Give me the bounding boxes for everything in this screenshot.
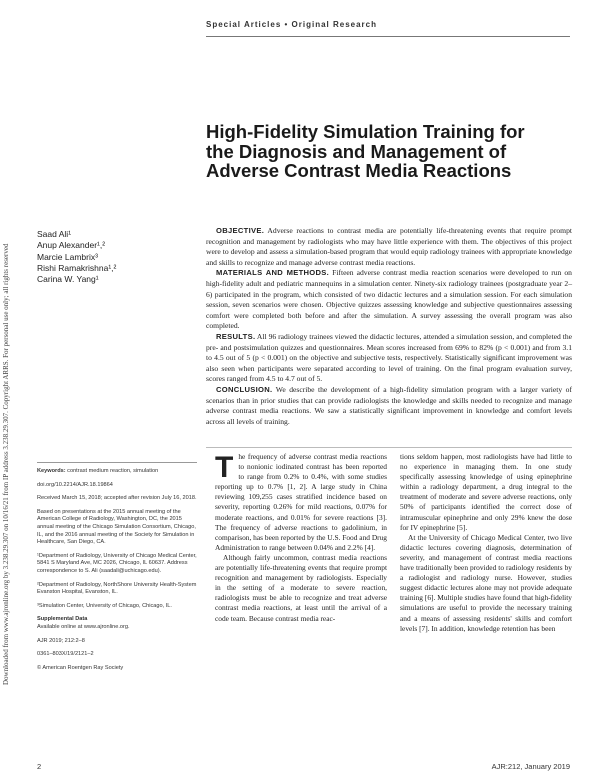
abstract-conclusion-text: We describe the development of a high-fidelity simulation program with a larger variety of scenarios than in prior studies that can provide radiologists the knowledge and skills needed to recognize and manage adverse contrast media reactions. We saw a statistically significant improvement in knowledge and comfort levels across all levels of training. xyxy=(206,384,572,426)
affiliation-2: ²Department of Radiology, NorthShore University Health-System Evanston Hospital, Evanston, IL. xyxy=(37,581,197,596)
article-notes xyxy=(37,468,197,678)
author-name: Marcie Lambrix³ xyxy=(37,251,98,262)
keywords-text: contrast medium reaction, simulation xyxy=(65,468,159,474)
presentations-note: Based on presentations at the 2015 annual meeting of the American College of Radiology, Washington, DC, the 2015 annual meeting of the Chicago Simulation Consortium, Chicago, IL, and the 2016 annual meeting of the Society for Simulation in Healthcare, San Diego, CA. xyxy=(37,508,196,546)
abstract xyxy=(206,226,572,427)
abstract-conclusion xyxy=(206,385,572,427)
abstract-divider xyxy=(206,447,572,448)
keywords xyxy=(37,468,197,476)
section-header: Special Articles • Original Research xyxy=(206,20,378,29)
citation: AJR 2019; 212:2–8 xyxy=(37,637,85,644)
author-list xyxy=(37,229,197,285)
page-number: 2 xyxy=(37,762,42,771)
download-notice-text: Downloaded from www.ajronline.org by 3.238.29.307 on 10/16/21 from IP address 3.238.29.307. Copyright ARRS. For personal use only; all rights reserved xyxy=(2,243,10,685)
author-name: Saad Ali¹ xyxy=(37,229,72,239)
copyright: © American Roentgen Ray Society xyxy=(37,664,124,671)
abstract-conclusion-label: CONCLUSION. xyxy=(216,384,273,394)
body-paragraph-text: he frequency of adverse contrast media reactions to nonionic iodinated contrast has been reported to range from 0.2% to 0.4%, with some studies reporting up to 0.7% [1, 2]. A large study in China reviewing 109,255 cases stratified incidence based on severity, reporting 0.26% for mild reactions, 0.07% for moderate reactions, and 0.01% for severe reactions [3]. The frequency of adverse reactions to gadolinium, in comparison, has been reported by the U.S. Food and Drug Administration to range between 0.04% and 2.2% [4]. xyxy=(215,452,388,552)
download-notice-sidebar xyxy=(2,125,12,685)
supplemental-text: Available online at www.ajronline.org. xyxy=(37,623,130,630)
body-paragraph: tions seldom happen, most radiologists have had little to no experience in managing them. In one study specifically assessing knowledge of using epinephrine within a radiology department, a drug integral to the treatment of moderate and severe adverse reactions, only 50% of participants identified the correct dose of intramuscular epinephrine and only 29% knew the dose for IV epinephrine [5]. xyxy=(400,452,572,532)
abstract-methods-label: MATERIALS AND METHODS. xyxy=(216,268,330,278)
author-name: Carina W. Yang¹ xyxy=(37,274,99,285)
body-column-2 xyxy=(400,452,572,634)
drop-cap: T xyxy=(215,451,234,484)
abstract-objective-text: Adverse reactions to contrast media are potentially life-threatening events that require prompt recognition and management by radiologists who may have little experience with them. The objectives of this project were to develop and assess a simulation-based program that would equip radiology trainees with appropriate knowledge and skills to recognize and manage adverse contrast media reactions. xyxy=(206,226,572,267)
abstract-results-text: All 96 radiology trainees viewed the didactic lectures, attended a simulation session, and completed the pre- and postsimulation quizzes and questionnaires. Mean scores increased from 69% to 82% (p < 0.001) and from 3.1 to 4.5 out of 5 (p < 0.001) on the objective and subjective tests, respectively. Statistically significant improvement was also seen when participants were separated according to level of training. On the final program evaluation survey, scores ranged from 4.5 to 4.7 out of 5. xyxy=(206,331,572,384)
author-name: Anup Alexander¹,² xyxy=(37,240,106,251)
abstract-results xyxy=(206,332,572,385)
keywords-label: Keywords: xyxy=(37,468,66,474)
body-paragraph: Although fairly uncommon, contrast media reactions are potentially life-threatening events that require prompt recognition and management by radiologists. Especially in the setting of a moderate to severe reaction, radiologists must be able to recognize and treat adverse contrast media reactions, at least until the arrival of a code team. Because contrast media reac- xyxy=(215,552,387,623)
received-dates: Received March 15, 2018; accepted after revision July 16, 2018. xyxy=(37,495,197,502)
abstract-objective xyxy=(206,226,572,268)
journal-footer: AJR:212, January 2019 xyxy=(491,762,570,771)
doi-link[interactable]: doi.org/10.2214/AJR.18.19864 xyxy=(37,481,113,488)
abstract-methods-text: Fifteen adverse contrast media reaction scenarios were developed to run on high-fidelity adult and pediatric mannequins in a simulation center. Ninety-six radiology trainees (postgraduate year 2–6) participated in the program, which consisted of two didactic lectures and a simulation session. For each simulation session, seven scenarios were chosen. Objective quizzes assessing knowledge and subjective questionnaires assessing comfort were completed both before and after the simulation. A survey assessing the overall program was also completed. xyxy=(206,268,572,331)
body-column-1 xyxy=(215,452,387,624)
supplemental-label: Supplemental Data xyxy=(37,616,88,623)
affiliation-1: ¹Department of Radiology, University of Chicago Medical Center, 5841 S Maryland Ave, MC 2026, Chicago, IL 60637. Address correspondence to S. Ali (saadali@uchicago.edu). xyxy=(37,552,197,574)
affiliation-3: ³Simulation Center, University of Chicago, Chicago, IL. xyxy=(37,602,172,609)
body-paragraph: At the University of Chicago Medical Center, two live didactic lectures covering diagnosis, determination of severity, and management of contrast media reactions have traditionally been provided to radiology residents by a radiologist and radiology nurse. However, studies suggest didactic lectures alone may not provide adequate training [6]. Multiple studies have found that high-fidelity simulations are useful to provide the necessary training and a means of assessing residents' skills and comfort levels [7]. In addition, knowledge retention has been xyxy=(400,532,572,633)
header-divider xyxy=(206,36,570,37)
abstract-results-label: RESULTS. xyxy=(216,331,256,341)
issn: 0361–803X/19/2121–2 xyxy=(37,651,94,658)
notes-divider xyxy=(37,462,197,463)
author-name: Rishi Ramakrishna¹,² xyxy=(37,262,117,273)
article-title: High-Fidelity Simulation Training for the Diagnosis and Management of Adverse Contrast Media Reactions xyxy=(206,121,525,181)
abstract-methods xyxy=(206,268,572,332)
body-paragraph xyxy=(215,452,387,553)
abstract-objective-label: OBJECTIVE. xyxy=(216,226,265,235)
